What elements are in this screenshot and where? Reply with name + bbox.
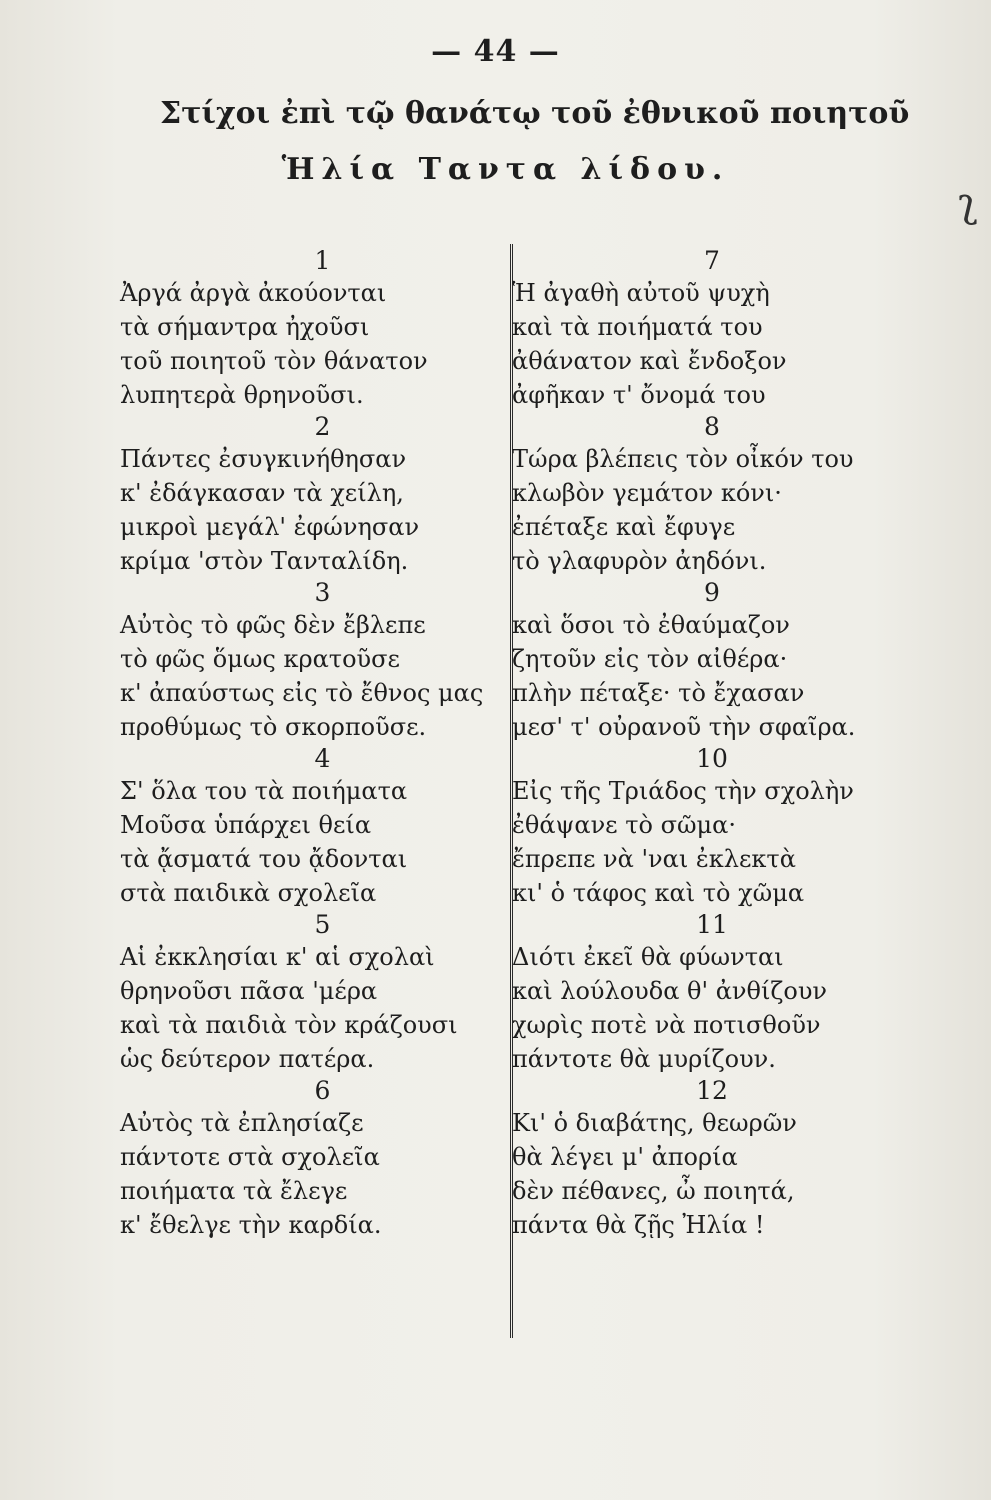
stanza-number: 5 bbox=[314, 910, 331, 939]
verse-line: ζητοῦν εἰς τὸν αἰθέρα· bbox=[512, 645, 788, 673]
stanza bbox=[512, 910, 912, 1076]
stanza-number: 11 bbox=[696, 910, 728, 939]
verse-line: Ἀργά ἀργὰ ἀκούονται bbox=[120, 279, 387, 307]
stanza bbox=[120, 412, 515, 578]
verse-line: χωρὶς ποτὲ νὰ ποτισθοῦν bbox=[512, 1011, 821, 1039]
verse-line: κλωβὸν γεμάτον κόνι· bbox=[512, 479, 782, 507]
verse-line: κ' ἐδάγκασαν τὰ χείλη, bbox=[120, 479, 404, 507]
verse-line: Αἱ ἐκκλησίαι κ' αἱ σχολαὶ bbox=[120, 943, 435, 971]
stanza bbox=[512, 744, 912, 910]
stanza bbox=[120, 1076, 515, 1242]
verse-line: ποιήματα τὰ ἔλεγε bbox=[120, 1177, 348, 1205]
verse-line: ἀφῆκαν τ' ὄνομά του bbox=[512, 381, 766, 409]
poem-title-line-1: Στίχοι ἐπὶ τῷ θανάτῳ τοῦ ἐθνικοῦ ποιητοῦ bbox=[160, 96, 910, 131]
verse-line: Εἰς τῆς Τριάδος τὴν σχολὴν bbox=[512, 777, 854, 805]
stanza bbox=[512, 578, 912, 744]
stanza bbox=[512, 1076, 912, 1242]
verse-line: θρηνοῦσι πᾶσα 'μέρα bbox=[120, 977, 378, 1005]
verse-line: καὶ λούλουδα θ' ἀνθίζουν bbox=[512, 977, 827, 1005]
verse-line: τὸ φῶς ὅμως κρατοῦσε bbox=[120, 645, 400, 673]
left-column bbox=[120, 246, 515, 1242]
verse-line: Κι' ὁ διαβάτης, θεωρῶν bbox=[512, 1109, 797, 1137]
verse-line: μεσ' τ' οὐρανοῦ τὴν σφαῖρα. bbox=[512, 713, 856, 741]
verse-line: Μοῦσα ὑπάρχει θεία bbox=[120, 811, 372, 839]
verse-line: πάντοτε θὰ μυρίζουν. bbox=[512, 1045, 776, 1073]
page-number: — 44 — bbox=[431, 34, 560, 69]
verse-line: λυπητερὰ θρηνοῦσι. bbox=[120, 381, 364, 409]
stanza-number: 9 bbox=[704, 578, 720, 607]
stanza bbox=[120, 578, 515, 744]
stanza bbox=[512, 246, 912, 412]
verse-line: κι' ὁ τάφος καὶ τὸ χῶμα bbox=[512, 879, 805, 907]
verse-line: πλὴν πέταξε· τὸ ἔχασαν bbox=[512, 679, 805, 707]
stanza-number: 10 bbox=[696, 744, 728, 773]
verse-line: θὰ λέγει μ' ἀπορία bbox=[512, 1143, 738, 1171]
verse-line: μικροὶ μεγάλ' ἐφώνησαν bbox=[120, 513, 420, 541]
verse-line: προθύμως τὸ σκορποῦσε. bbox=[120, 713, 427, 741]
verse-line: ἔπρεπε νὰ 'ναι ἐκλεκτὰ bbox=[512, 845, 796, 873]
verse-line: καὶ τὰ παιδιὰ τὸν κράζουσι bbox=[120, 1011, 458, 1039]
verse-line: κ' ἔθελγε τὴν καρδία. bbox=[120, 1211, 382, 1239]
verse-line: κ' ἀπαύστως εἰς τὸ ἔθνος μας bbox=[120, 679, 484, 707]
stanza-number: 4 bbox=[314, 744, 331, 773]
right-column bbox=[512, 246, 912, 1242]
verse-line: κρίμα 'στὸν Τανταλίδη. bbox=[120, 547, 409, 575]
verse-line: Ἡ ἀγαθὴ αὐτοῦ ψυχὴ bbox=[512, 279, 770, 307]
verse-line: τὰ ᾄσματά του ᾄδονται bbox=[120, 845, 408, 873]
verse-line: Αὐτὸς τὸ φῶς δὲν ἔβλεπε bbox=[120, 611, 426, 639]
verse-line: Σ' ὅλα του τὰ ποιήματα bbox=[120, 777, 408, 805]
verse-line: στὰ παιδικὰ σχολεῖα bbox=[120, 879, 377, 907]
verse-line: δὲν πέθανες, ὦ ποιητά, bbox=[512, 1177, 795, 1205]
verse-line: ἐθάψανε τὸ σῶμα· bbox=[512, 811, 736, 839]
stanza bbox=[120, 910, 515, 1076]
verse-line: πάντοτε στὰ σχολεῖα bbox=[120, 1143, 380, 1171]
verse-line: ἀθάνατον καὶ ἔνδοξον bbox=[512, 347, 787, 375]
verse-line: Διότι ἐκεῖ θὰ φύωνται bbox=[512, 943, 784, 971]
verse-line: ὡς δεύτερον πατέρα. bbox=[120, 1045, 375, 1073]
verse-line: Πάντες ἐσυγκινήθησαν bbox=[120, 445, 407, 473]
stanza-number: 1 bbox=[314, 246, 331, 275]
stanza-number: 6 bbox=[314, 1076, 331, 1105]
stanza-number: 8 bbox=[704, 412, 720, 441]
verse-line: ἐπέταξε καὶ ἔφυγε bbox=[512, 513, 736, 541]
stanza-number: 7 bbox=[704, 246, 720, 275]
poem-title-line-2: Ἡλία Ταντα λίδου. bbox=[281, 152, 730, 187]
verse-line: Τώρα βλέπεις τὸν οἶκόν του bbox=[512, 445, 854, 473]
stanza-number: 3 bbox=[314, 578, 331, 607]
stanza-number: 12 bbox=[696, 1076, 728, 1105]
verse-line: Αὐτὸς τὰ ἐπλησίαζε bbox=[120, 1109, 364, 1137]
stanza bbox=[512, 412, 912, 578]
verse-line: τὰ σήμαντρα ἠχοῦσι bbox=[120, 313, 370, 341]
verse-line: καὶ ὅσοι τὸ ἐθαύμαζον bbox=[512, 611, 790, 639]
verse-line: καὶ τὰ ποιήματά του bbox=[512, 313, 763, 341]
stanza-number: 2 bbox=[314, 412, 331, 441]
stanza bbox=[120, 744, 515, 910]
margin-mark: ʅ bbox=[958, 180, 978, 226]
stanza bbox=[120, 246, 515, 412]
verse-line: τὸ γλαφυρὸν ἀηδόνι. bbox=[512, 547, 767, 575]
verse-line: πάντα θὰ ζῇς Ἠλία ! bbox=[512, 1211, 765, 1239]
verse-line: τοῦ ποιητοῦ τὸν θάνατον bbox=[120, 347, 428, 375]
